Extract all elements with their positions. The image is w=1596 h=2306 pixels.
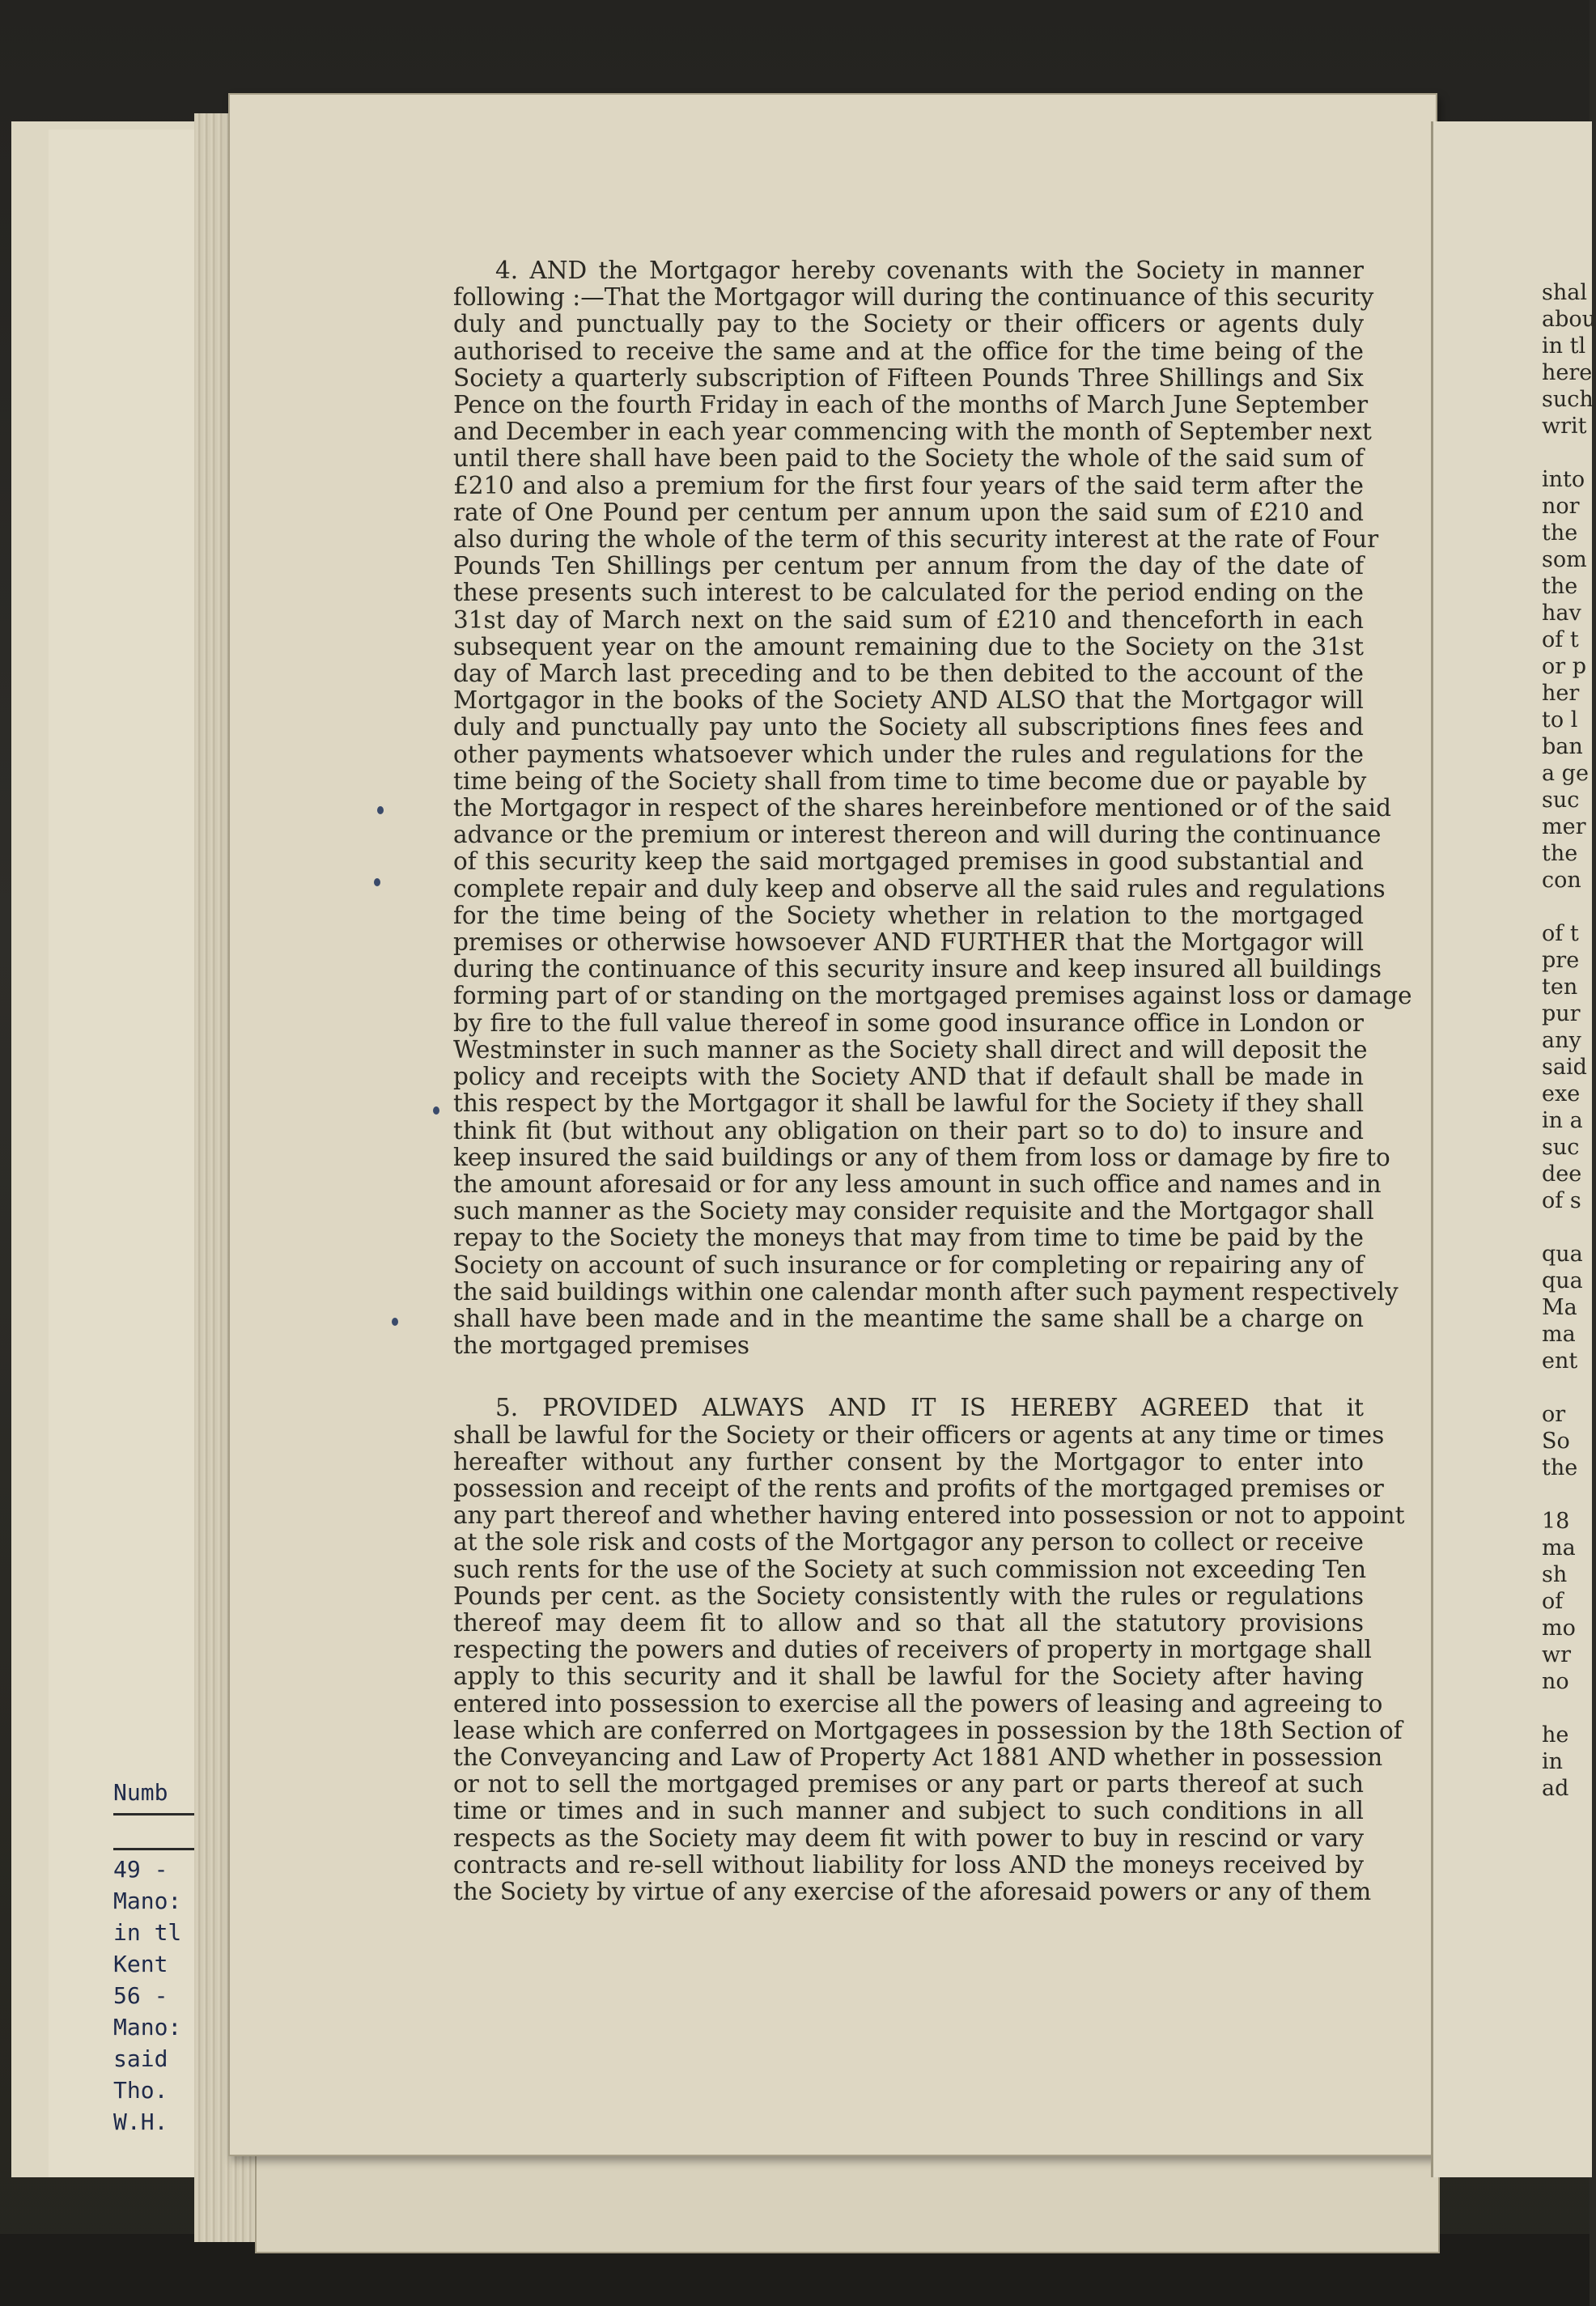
facing-page-line bbox=[1542, 440, 1590, 466]
text-line: complete repair and duly keep and observe all the said rules and regulations bbox=[453, 874, 1386, 902]
text-line: Pounds per cent. as the Society consistently with the rules or regulations bbox=[453, 1582, 1364, 1610]
facing-page-line: of s bbox=[1542, 1188, 1581, 1213]
text-line: the Conveyancing and Law of Property Act 1881 AND whether in possession bbox=[453, 1743, 1383, 1771]
ledger-row: 49 - bbox=[113, 1856, 168, 1883]
facing-page-line: into bbox=[1542, 467, 1585, 492]
text-line: the mortgaged premises bbox=[453, 1331, 750, 1360]
text-line: also during the whole of the term of this security interest at the rate of Four bbox=[453, 525, 1379, 554]
facing-page-line: som bbox=[1542, 547, 1587, 572]
text-line: Westminster in such manner as the Society shall direct and will deposit the bbox=[453, 1035, 1368, 1064]
text-line: 5. PROVIDED ALWAYS AND IT IS HEREBY AGREED that it bbox=[495, 1394, 1364, 1422]
facing-page-line: shal bbox=[1542, 280, 1587, 305]
facing-page-line: such bbox=[1542, 387, 1594, 412]
facing-page-line: of t bbox=[1542, 627, 1579, 652]
text-line: following :—That the Mortgagor will during the continuance of this security bbox=[453, 283, 1374, 312]
text-line: of this security keep the said mortgaged premises in good substantial and bbox=[453, 847, 1364, 876]
text-line: duly and punctually pay to the Society or their officers or agents duly bbox=[453, 310, 1364, 338]
facing-page-line: pur bbox=[1542, 1001, 1581, 1026]
text-line: hereafter without any further consent by the Mortgagor to enter into bbox=[453, 1447, 1364, 1476]
facing-page-text bbox=[1542, 279, 1596, 1802]
text-line: shall be lawful for the Society or their officers or agents at any time or times bbox=[453, 1421, 1385, 1449]
text-line: time being of the Society shall from time to time become due or payable by bbox=[453, 767, 1367, 795]
text-line: think fit (but without any obligation on their part so to do) to insure and bbox=[453, 1116, 1364, 1145]
text-line: advance or the premium or interest thereon and will during the continuance bbox=[453, 821, 1382, 849]
facing-page-line: qua bbox=[1542, 1242, 1583, 1267]
ledger-row: W.H. bbox=[113, 2109, 168, 2135]
ledger-header: Numb bbox=[113, 1779, 168, 1806]
ink-blot bbox=[392, 1318, 398, 1326]
facing-page-line: Ma bbox=[1542, 1295, 1577, 1320]
facing-page-line: wr bbox=[1542, 1642, 1572, 1667]
facing-page-line: in a bbox=[1542, 1108, 1583, 1133]
text-line: these presents such interest to be calculated for the period ending on the bbox=[453, 579, 1364, 607]
facing-page-line: ent bbox=[1542, 1348, 1578, 1374]
facing-page-line: ten bbox=[1542, 975, 1578, 1000]
text-line: lease which are conferred on Mortgagees in possession by the 18th Section of bbox=[453, 1716, 1403, 1744]
text-line: Pounds Ten Shillings per centum per annum from the day of the date of bbox=[453, 552, 1364, 580]
facing-page-line: ma bbox=[1542, 1535, 1576, 1561]
facing-page-line bbox=[1542, 894, 1590, 920]
facing-page-line: sh bbox=[1542, 1562, 1568, 1587]
facing-page-line: or p bbox=[1542, 654, 1587, 679]
text-line: authorised to receive the same and at the office for the time being of the bbox=[453, 337, 1364, 365]
text-line: such rents for the use of the Society at such commission not exceeding Ten bbox=[453, 1555, 1367, 1583]
facing-page-line: mer bbox=[1542, 814, 1586, 839]
text-line: the amount aforesaid or for any less amount in such office and names and in bbox=[453, 1170, 1382, 1198]
text-line: such manner as the Society may consider requisite and the Mortgagor shall bbox=[453, 1197, 1374, 1225]
facing-page-line: nor bbox=[1542, 494, 1580, 519]
facing-page-line: abou bbox=[1542, 307, 1596, 332]
ledger-row: Kent bbox=[113, 1951, 168, 1977]
facing-page-line: ma bbox=[1542, 1322, 1576, 1347]
ledger-row: 56 - bbox=[113, 1982, 168, 2009]
text-line: during the continuance of this security insure and keep insured all buildings bbox=[453, 955, 1382, 983]
facing-page-line: con bbox=[1542, 868, 1581, 893]
ledger-row: in tl bbox=[113, 1919, 182, 1946]
facing-page-line: So bbox=[1542, 1429, 1570, 1454]
text-line: subsequent year on the amount remaining due to the Society on the 31st bbox=[453, 632, 1364, 660]
ledger-row: said bbox=[113, 2045, 168, 2072]
text-line: day of March last preceding and to be then debited to the account of the bbox=[453, 660, 1364, 688]
facing-page-line: of t bbox=[1542, 921, 1579, 946]
facing-page-line bbox=[1542, 1481, 1590, 1508]
text-line: by fire to the full value thereof in some good insurance office in London or bbox=[453, 1009, 1364, 1037]
text-line: keep insured the said buildings or any of them from loss or damage by fire to bbox=[453, 1143, 1390, 1171]
text-line: 4. AND the Mortgagor hereby covenants with the Society in manner bbox=[495, 257, 1364, 284]
text-line: Pence on the fourth Friday in each of the months of March June September bbox=[453, 391, 1369, 419]
facing-page-line: the bbox=[1542, 520, 1578, 546]
facing-page-line: the bbox=[1542, 574, 1578, 599]
text-line: respects as the Society may deem fit with power to buy in rescind or vary bbox=[453, 1824, 1364, 1852]
facing-page-line: he bbox=[1542, 1722, 1569, 1748]
text-line: premises or otherwise howsoever AND FURTHER that the Mortgagor will bbox=[453, 928, 1364, 957]
ledger-row: Tho. bbox=[113, 2077, 168, 2104]
facing-page-line bbox=[1542, 1214, 1590, 1241]
facing-page-line: no bbox=[1542, 1669, 1569, 1694]
facing-page-line: dee bbox=[1542, 1161, 1582, 1187]
text-line: Mortgagor in the books of the Society AND ALSO that the Mortgagor will bbox=[453, 686, 1364, 715]
text-line: this respect by the Mortgagor it shall be lawful for the Society if they shall bbox=[453, 1089, 1364, 1118]
ink-blot bbox=[433, 1106, 439, 1115]
ink-blot bbox=[377, 806, 384, 814]
facing-page-line: her bbox=[1542, 681, 1580, 706]
ledger-row: Mano: bbox=[113, 1888, 182, 1914]
text-line: other payments whatsoever which under the rules and regulations for the bbox=[453, 740, 1364, 768]
facing-page-line: a ge bbox=[1542, 761, 1589, 786]
ledger-row: Mano: bbox=[113, 2014, 182, 2041]
facing-page-line: said bbox=[1542, 1055, 1587, 1080]
facing-page-line: 18 bbox=[1542, 1509, 1570, 1534]
text-line: entered into possession to exercise all the powers of leasing and agreeing to bbox=[453, 1689, 1383, 1718]
text-line: the Mortgagor in respect of the shares hereinbefore mentioned or of the said bbox=[453, 794, 1391, 822]
facing-page-line: suc bbox=[1542, 1135, 1580, 1160]
text-line: rate of One Pound per centum per annum upon the said sum of £210 and bbox=[453, 498, 1364, 526]
facing-page-line: hav bbox=[1542, 601, 1581, 626]
facing-page-line: writ bbox=[1542, 414, 1587, 439]
text-line: forming part of or standing on the mortgaged premises against loss or damage bbox=[453, 982, 1412, 1010]
facing-page-line: mo bbox=[1542, 1616, 1576, 1641]
facing-page-line: qua bbox=[1542, 1268, 1583, 1293]
text-line: the said buildings within one calendar month after such payment respectively bbox=[453, 1277, 1399, 1306]
facing-page-line: pre bbox=[1542, 948, 1580, 973]
text-line: £210 and also a premium for the first four years of the said term after the bbox=[453, 471, 1364, 499]
text-line: any part thereof and whether having entered into possession or not to appoint bbox=[453, 1501, 1405, 1530]
text-line: thereof may deem fit to allow and so that all the statutory provisions bbox=[453, 1608, 1364, 1637]
text-line: respecting the powers and duties of receivers of property in mortgage shall bbox=[453, 1636, 1372, 1664]
text-line: repay to the Society the moneys that may from time to time be paid by the bbox=[453, 1224, 1364, 1252]
text-line: and December in each year commencing with the month of September next bbox=[453, 418, 1372, 446]
text-line: duly and punctually pay unto the Society all subscriptions fines fees and bbox=[453, 713, 1364, 741]
facing-page-line bbox=[1542, 1695, 1590, 1722]
facing-page-line: of bbox=[1542, 1589, 1564, 1614]
text-line: shall have been made and in the meantime the same shall be a charge on bbox=[453, 1304, 1364, 1332]
text-line: Society on account of such insurance or for completing or repairing any of bbox=[453, 1251, 1364, 1279]
text-line: policy and receipts with the Society AND that if default shall be made in bbox=[453, 1063, 1364, 1091]
facing-page-line: exe bbox=[1542, 1081, 1581, 1106]
facing-page-line: here bbox=[1542, 360, 1593, 385]
text-line: or not to sell the mortgaged premises or any part or parts thereof at such bbox=[453, 1770, 1364, 1799]
ink-blot bbox=[374, 878, 380, 886]
facing-page-line: the bbox=[1542, 841, 1578, 866]
text-line: until there shall have been paid to the Society the whole of the said sum of bbox=[453, 444, 1364, 473]
facing-page-line: ad bbox=[1542, 1776, 1569, 1801]
text-line: apply to this security and it shall be lawful for the Society after having bbox=[453, 1663, 1364, 1691]
facing-page-line: in bbox=[1542, 1749, 1564, 1774]
text-line: for the time being of the Society whether in relation to the mortgaged bbox=[453, 901, 1364, 929]
clause-5 bbox=[453, 1394, 1405, 1905]
facing-page-line: suc bbox=[1542, 788, 1580, 813]
text-line: contracts and re-sell without liability for loss AND the moneys received by bbox=[453, 1850, 1364, 1879]
facing-page-line: to l bbox=[1542, 707, 1578, 733]
text-line: possession and receipt of the rents and profits of the mortgaged premises or bbox=[453, 1474, 1384, 1502]
text-line: Society a quarterly subscription of Fifteen Pounds Three Shillings and Six bbox=[453, 363, 1364, 392]
facing-page-line: or bbox=[1542, 1402, 1566, 1427]
text-line: at the sole risk and costs of the Mortgagor any person to collect or receive bbox=[453, 1528, 1364, 1556]
facing-page-line: ban bbox=[1542, 734, 1583, 759]
text-line: the Society by virtue of any exercise of the aforesaid powers or any of them bbox=[453, 1877, 1372, 1905]
document-text bbox=[453, 257, 1412, 1905]
text-line: 31st day of March next on the said sum of £210 and thenceforth in each bbox=[453, 605, 1364, 634]
facing-page-line: the bbox=[1542, 1455, 1578, 1480]
text-line: time or times and in such manner and subject to such conditions in all bbox=[453, 1797, 1364, 1825]
clause-4 bbox=[453, 257, 1412, 1360]
facing-page-line: in tl bbox=[1542, 333, 1586, 359]
facing-page-line bbox=[1542, 1374, 1590, 1401]
facing-page-line: any bbox=[1542, 1028, 1581, 1053]
